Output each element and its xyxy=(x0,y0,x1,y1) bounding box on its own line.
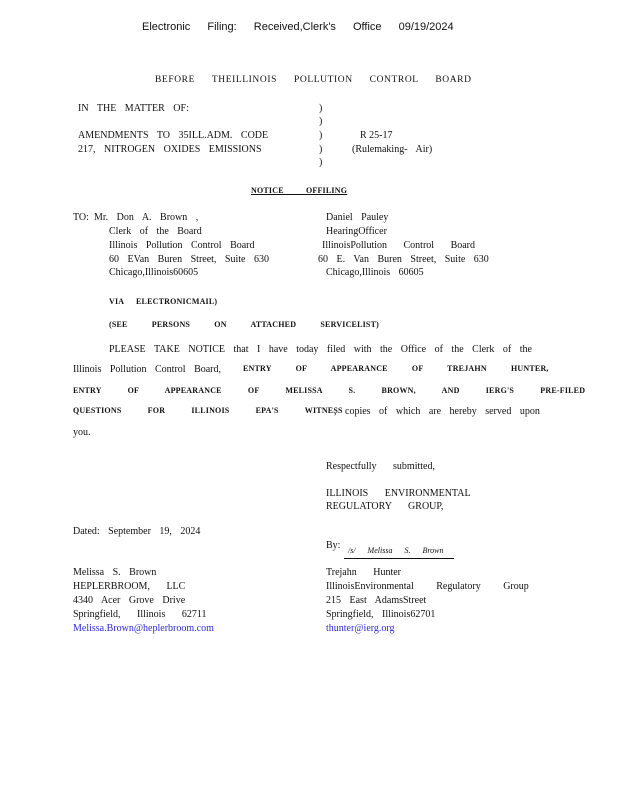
paren-4: ) xyxy=(319,144,323,155)
recipient-left-org: Illinois Pollution Control Board xyxy=(109,240,255,251)
sig-right-name: Trejahn Hunter xyxy=(326,567,402,578)
body-line-4b: , copies of which are hereby served upon xyxy=(334,406,540,417)
sig-right-org: IllinoisEnvironmental Regulatory Group xyxy=(326,581,529,592)
paren-3: ) xyxy=(319,130,323,141)
recipient-left-city: Chicago,Illinois60605 xyxy=(109,267,199,278)
amendments-line-1: AMENDMENTS TO 35ILL.ADM. CODE xyxy=(78,130,269,141)
body-line-2b: ENTRY OF APPEARANCE OF TREJAHN HUNTER, xyxy=(243,364,549,373)
recipient-right-title: HearingOfficer xyxy=(326,226,387,237)
sig-left-firm: HEPLERBROOM, LLC xyxy=(73,581,186,592)
body-line-2a: Illinois Pollution Control Board, xyxy=(73,364,222,375)
respectfully-submitted: Respectfully submitted, xyxy=(326,461,435,472)
paren-2: ) xyxy=(319,116,323,127)
sig-left-email-link[interactable]: Melissa.Brown@heplerbroom.com xyxy=(73,623,214,634)
recipient-right-name: Daniel Pauley xyxy=(326,212,389,223)
in-the-matter: IN THE MATTER OF: xyxy=(78,103,189,114)
sig-left-city: Springfield, Illinois 62711 xyxy=(73,609,207,620)
dated: Dated: September 19, 2024 xyxy=(73,526,201,537)
case-type: (Rulemaking- Air) xyxy=(352,144,433,155)
board-heading: BEFORE THEILLINOIS POLLUTION CONTROL BOARD xyxy=(155,75,472,85)
paren-5: ) xyxy=(319,157,323,168)
recipient-left-street: 60 EVan Buren Street, Suite 630 xyxy=(109,254,269,265)
to-label: TO: xyxy=(73,212,89,223)
recipient-right-org: IllinoisPollution Control Board xyxy=(322,240,476,251)
body-line-3: ENTRY OF APPEARANCE OF MELISSA S. BROWN, AND IERG'S PRE-FILED xyxy=(73,386,586,395)
body-line-4a: QUESTIONS FOR ILLINOIS EPA'S WITNESS xyxy=(73,406,343,415)
sig-right-city: Springfield, Illinois62701 xyxy=(326,609,436,620)
notice-title: NOTICE OFFILING xyxy=(251,186,348,195)
signature: /s/ Melissa S. Brown xyxy=(348,546,444,555)
paren-1: ) xyxy=(319,103,323,114)
case-number: R 25-17 xyxy=(360,130,393,141)
sig-right-street: 215 East AdamsStreet xyxy=(326,595,427,606)
recipient-left-name: Mr. Don A. Brown , xyxy=(94,212,199,223)
sig-left-name: Melissa S. Brown xyxy=(73,567,157,578)
recipient-left-title: Clerk of the Board xyxy=(109,226,202,237)
org-name-line-2: REGULATORY GROUP, xyxy=(326,501,444,512)
via-electronic-mail: VIA ELECTRONICMAIL) xyxy=(109,297,218,306)
by-label: By: xyxy=(326,540,341,551)
org-name-line-1: ILLINOIS ENVIRONMENTAL xyxy=(326,488,471,499)
amendments-line-2: 217, NITROGEN OXIDES EMISSIONS xyxy=(78,144,262,155)
see-service-list: (SEE PERSONS ON ATTACHED SERVICELIST) xyxy=(109,320,379,329)
sig-right-email-link[interactable]: thunter@ierg.org xyxy=(326,623,395,634)
recipient-right-street: 60 E. Van Buren Street, Suite 630 xyxy=(318,254,489,265)
signature-line xyxy=(344,540,454,559)
filing-stamp: Electronic Filing: Received,Clerk's Office 09/19/2024 xyxy=(142,21,454,33)
recipient-right-city: Chicago,Illinois 60605 xyxy=(326,267,424,278)
body-line-1: PLEASE TAKE NOTICE that I have today filed with the Office of the Clerk of the xyxy=(109,344,532,355)
body-line-5: you. xyxy=(73,427,91,438)
sig-left-street: 4340 Acer Grove Drive xyxy=(73,595,186,606)
